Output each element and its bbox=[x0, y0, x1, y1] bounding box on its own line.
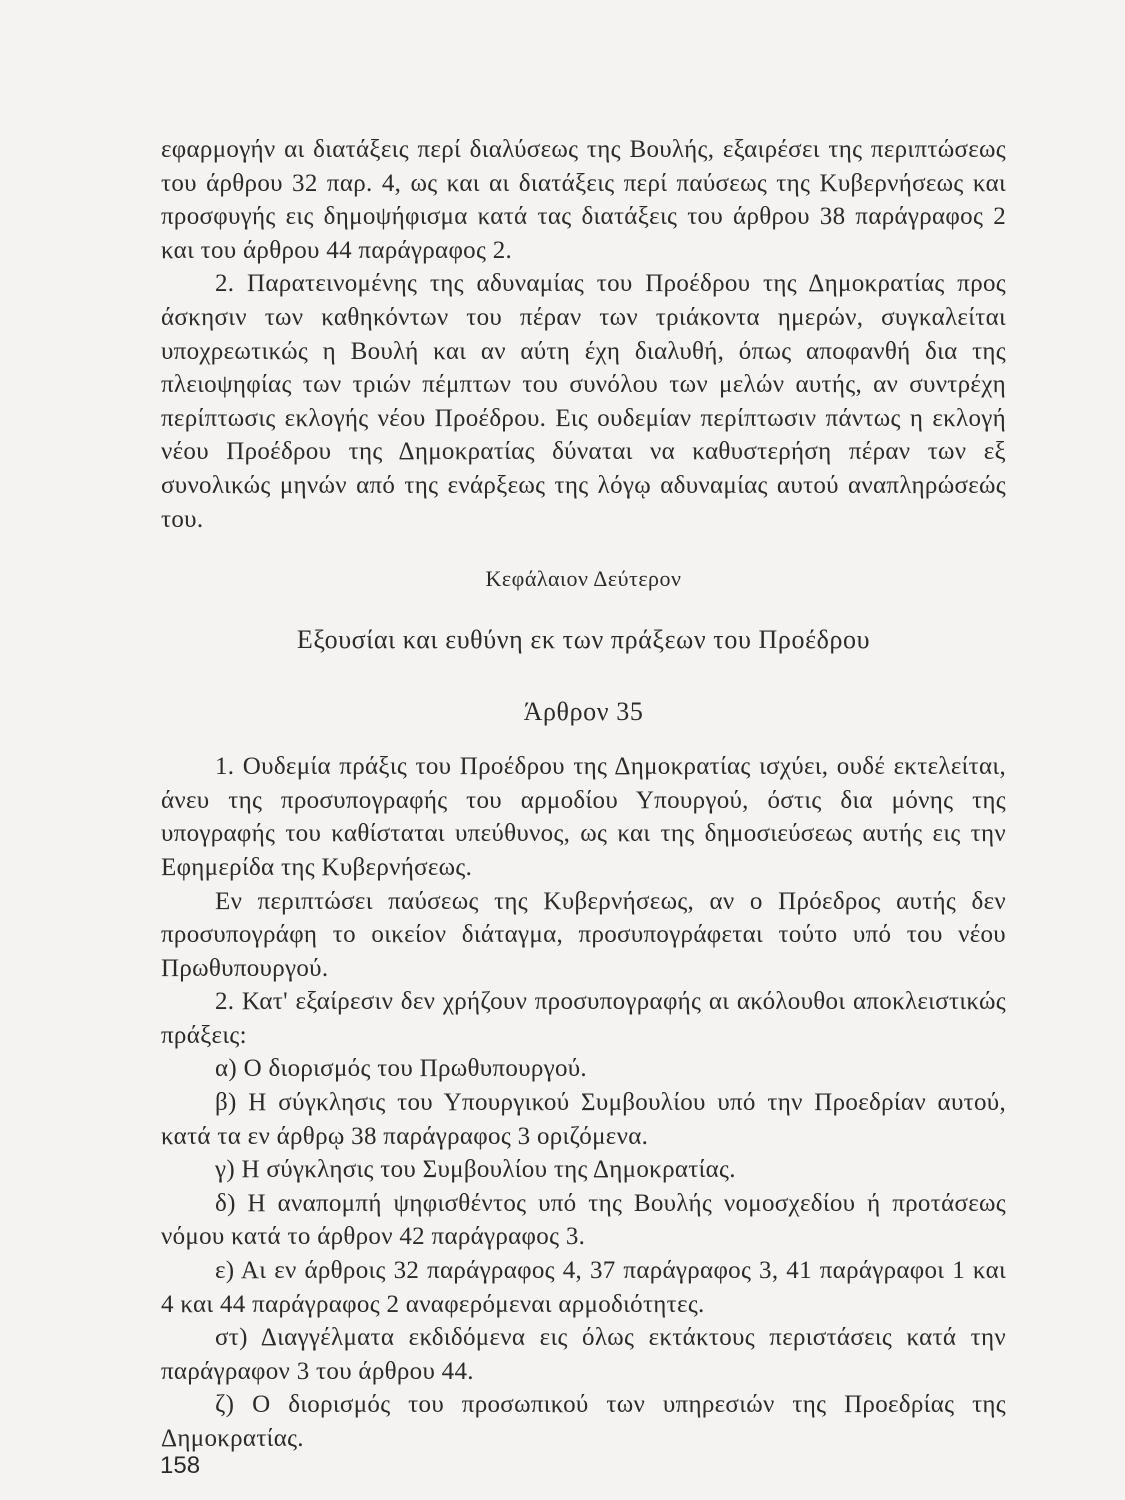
list-item: στ) Διαγγέλματα εκδιδόμενα εις όλως εκτάκτους περιστάσεις κατά την παράγραφον 3 του άρθρου 44. bbox=[161, 1324, 1006, 1385]
list-item: β) Η σύγκλησις του Υπουργικού Συμβουλίου υπό την Προεδρίαν αυτού, κατά τα εν άρθρῳ 38 παράγραφος 3 οριζόμενα. bbox=[161, 1089, 1006, 1150]
article-paragraph-2: 2. Κατ' εξαίρεσιν δεν χρήζουν προσυπογραφής αι ακόλουθοι αποκλειστικώς πράξεις: bbox=[161, 988, 1006, 1049]
list-item: ε) Αι εν άρθροις 32 παράγραφος 4, 37 παράγραφος 3, 41 παράγραφοι 1 και 4 και 44 παράγραφος 2 αναφερόμεναι αρμοδιότητες. bbox=[161, 1257, 1006, 1318]
list-item: α) Ο διορισμός του Πρωθυπουργού. bbox=[215, 1055, 587, 1083]
list-item: δ) Η αναπομπή ψηφισθέντος υπό της Βουλής νομοσχεδίου ή προτάσεως νόμου κατά το άρθρον 42 παράγραφος 3. bbox=[161, 1189, 1006, 1251]
section-heading: Εξουσίαι και ευθύνη εκ των πράξεων του Προέδρου bbox=[296, 625, 871, 655]
paragraph-2: 2. Παρατεινομένης της αδυναμίας του Προέδρου της Δημοκρατίας προς άσκησιν των καθηκόντων του πέραν των τριάκοντα ημερών, συγκαλείται υποχρεωτικώς η Βουλή και αν αύτη έχη διαλυθή, όπως αποφανθή δια της πλειοψηφίας των τριών πέμπτων του συνόλου των μελών αυτής, αν συντρέχη περίπτωσις εκλογής νέου Προέδρου. Εις ουδεμίαν περίπτωσιν πάντως η εκλογή νέου Προέδρου της Δημοκρατίας δύναται να καθυστερήση πέραν των εξ συνολικώς μηνών από της ενάρξεως της λόγῳ αδυναμίας αυτού αναπληρώσεώς του. bbox=[161, 270, 1006, 533]
list-item: ζ) Ο διορισμός του προσωπικού των υπηρεσιών της Προεδρίας της Δημοκρατίας. bbox=[161, 1391, 1006, 1452]
article-paragraph-1: 1. Ουδεμία πράξις του Προέδρου της Δημοκρατίας ισχύει, ουδέ εκτελείται, άνευ της προσυπογραφής του αρμοδίου Υπουργού, όστις δια μόνης της υπογραφής του καθίσταται υπεύθυνος, ως και της δημοσιεύσεως αυτής εις την Εφημερίδα της Κυβερνήσεως. bbox=[161, 753, 1006, 881]
page-number: 158 bbox=[160, 1452, 201, 1479]
article-paragraph-1b: Εν περιπτώσει παύσεως της Κυβερνήσεως, αν ο Πρόεδρος αυτής δεν προσυπογράφη το οικείον διάταγμα, προσυπογράφεται τούτο υπό του νέου Πρωθυπουργού. bbox=[161, 887, 1006, 982]
article-title: Άρθρον 35 bbox=[523, 697, 644, 727]
list-item: γ) Η σύγκλησις του Συμβουλίου της Δημοκρατίας. bbox=[215, 1156, 736, 1184]
continuation-paragraph: εφαρμογήν αι διατάξεις περί διαλύσεως της Βουλής, εξαιρέσει της περιπτώσεως του άρθρου 32 παρ. 4, ως και αι διατάξεις περί παύσεως της Κυβερνήσεως και προσφυγής εις δημοψήφισμα κατά τας διατάξεις του άρθρου 38 παράγραφος 2 και του άρθρου 44 παράγραφος 2. bbox=[161, 136, 1006, 264]
page-body bbox=[161, 133, 1006, 1456]
chapter-title: Κεφάλαιον Δεύτερον bbox=[485, 566, 682, 592]
